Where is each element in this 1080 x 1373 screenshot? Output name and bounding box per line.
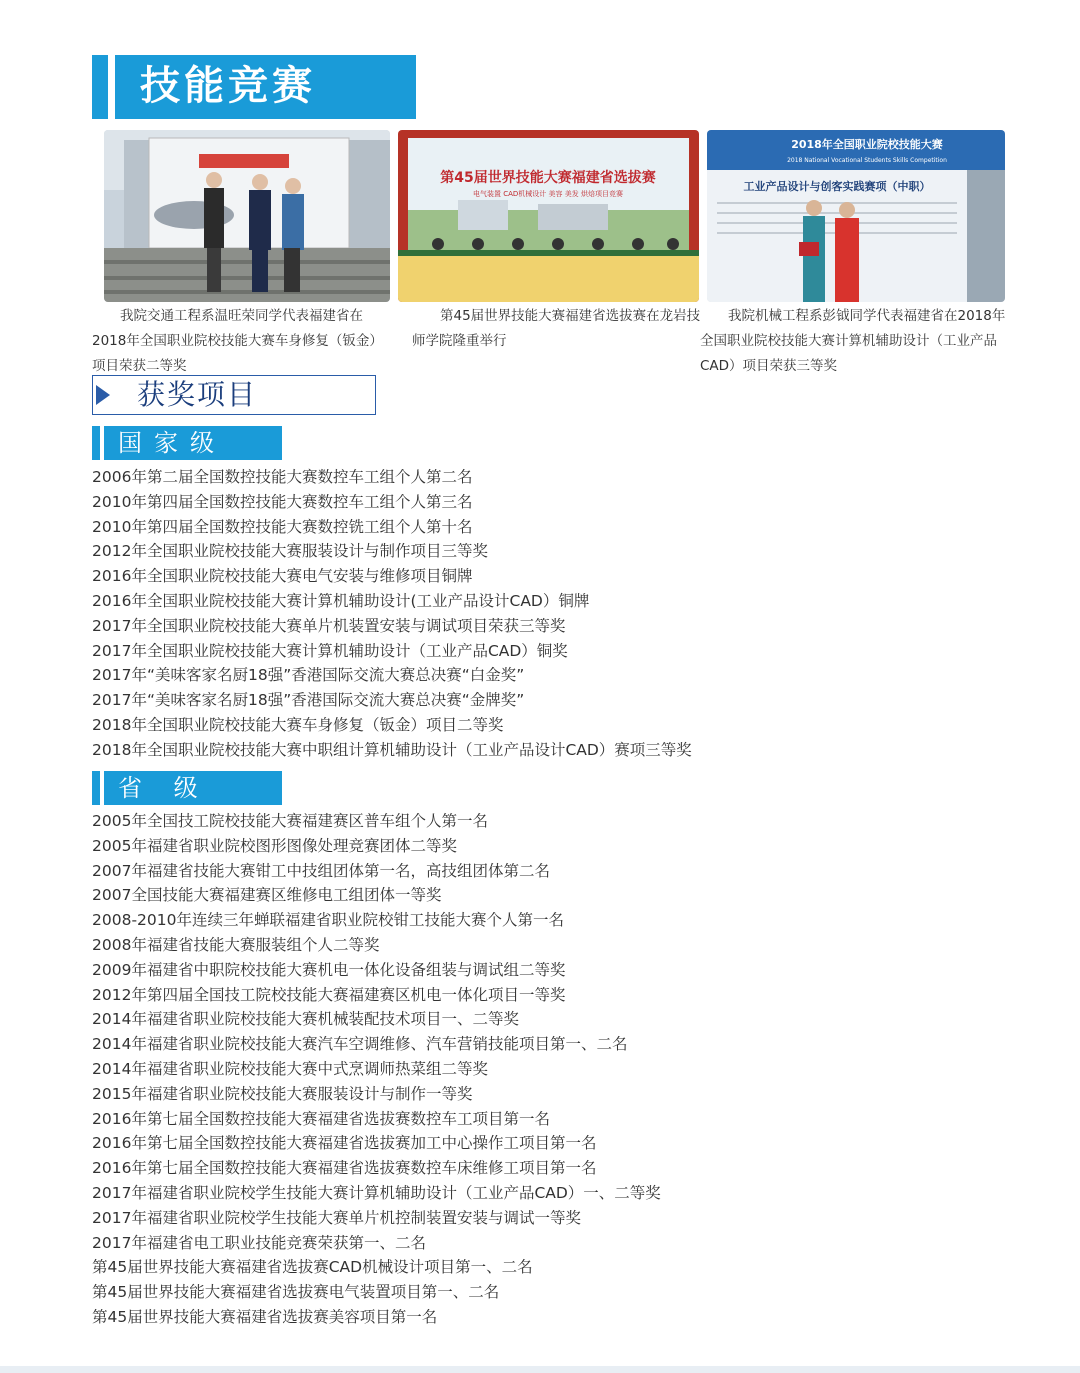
list-item: 2008-2010年连续三年蝉联福建省职业院校钳工技能大赛个人第一名 [92, 911, 564, 930]
list-item: 2008年福建省技能大赛服装组个人二等奖 [92, 935, 380, 954]
header-stripe [92, 55, 108, 119]
list-item: 2010年第四届全国数控技能大赛数控铣工组个人第十名 [92, 517, 473, 536]
list-item: 2016年全国职业院校技能大赛计算机辅助设计(工业产品设计CAD）铜牌 [92, 591, 590, 610]
photo3-subtitle-text: 工业产品设计与创客实践赛项（中职） [743, 180, 931, 193]
photo-student-award-2 [707, 130, 1005, 302]
awards-title: 获奖项目 [137, 378, 258, 411]
national-stripe [92, 426, 100, 460]
list-item: 2006年第二届全国数控技能大赛数控车工组个人第二名 [92, 468, 473, 486]
photo3-banner-text: 2018年全国职业院校技能大赛 [791, 138, 943, 151]
list-item: 2018年全国职业院校技能大赛车身修复（钣金）项目二等奖 [92, 715, 504, 734]
national-label: 国家级 [118, 429, 226, 457]
list-item: 2017年全国职业院校技能大赛计算机辅助设计（工业产品CAD）铜奖 [92, 641, 568, 660]
list-item: 2016年第七届全国数控技能大赛福建省选拔赛数控车工项目第一名 [92, 1109, 550, 1128]
photo-student-award-1 [104, 130, 390, 302]
list-item: 2017年福建省职业院校学生技能大赛单片机控制装置安装与调试一等奖 [92, 1208, 581, 1227]
list-item: 2017年福建省电工职业技能竞赛荣获第一、二名 [92, 1233, 426, 1252]
photo3-banner-en: 2018 National Vocational Students Skills Competition [787, 157, 947, 164]
list-item: 2012年第四届全国技工院校技能大赛福建赛区机电一体化项目一等奖 [92, 985, 566, 1004]
awards-header [92, 375, 376, 415]
list-item: 2012年全国职业院校技能大赛服装设计与制作项目三等奖 [92, 542, 488, 561]
list-item: 第45届世界技能大赛福建省选拔赛CAD机械设计项目第一、二名 [92, 1258, 533, 1277]
provincial-award-list [92, 809, 792, 1330]
bottom-band [0, 1366, 1080, 1373]
list-item: 2017年福建省职业院校学生技能大赛计算机辅助设计（工业产品CAD）一、二等奖 [92, 1183, 661, 1202]
list-item: 2014年福建省职业院校技能大赛汽车空调维修、汽车营销技能项目第一、二名 [92, 1035, 628, 1054]
photo-caption-3: 我院机械工程系彭钺同学代表福建省在2018年全国职业院校技能大赛计算机辅助设计（工业产品CAD）项目荣获三等奖 [700, 308, 1006, 374]
list-item: 2016年第七届全国数控技能大赛福建省选拔赛加工中心操作工项目第一名 [92, 1134, 597, 1153]
photo2-sub-text: 电气装置 CAD机械设计 美容 美发 烘焙项目竞赛 [473, 190, 623, 198]
list-item: 2014年福建省职业院校技能大赛中式烹调师热菜组二等奖 [92, 1059, 488, 1078]
list-item: 2016年全国职业院校技能大赛电气安装与维修项目铜牌 [92, 567, 473, 586]
list-item: 2017年“美味客家名厨18强”香港国际交流大赛总决赛“金牌奖” [92, 691, 525, 710]
photo-competition-stage [398, 130, 699, 302]
list-item: 2018年全国职业院校技能大赛中职组计算机辅助设计（工业产品设计CAD）赛项三等奖 [92, 740, 692, 759]
list-item: 2007年福建省技能大赛钳工中技组团体第一名，高技组团体第二名 [92, 861, 550, 880]
list-item: 第45届世界技能大赛福建省选拔赛电气装置项目第一、二名 [92, 1283, 500, 1302]
list-item: 2017年“美味客家名厨18强”香港国际交流大赛总决赛“白金奖” [92, 666, 525, 685]
list-item: 2015年福建省职业院校技能大赛服装设计与制作一等奖 [92, 1084, 473, 1103]
list-item: 2007全国技能大赛福建赛区维修电工组团体一等奖 [92, 886, 442, 905]
photo-caption-2: 第45届世界技能大赛福建省选拔赛在龙岩技师学院隆重举行 [412, 308, 701, 349]
list-item: 2005年全国技工院校技能大赛福建赛区普车组个人第一名 [92, 812, 488, 830]
list-item: 第45届世界技能大赛福建省选拔赛美容项目第一名 [92, 1307, 438, 1326]
list-item: 2010年第四届全国数控技能大赛数控车工组个人第三名 [92, 492, 473, 511]
photo-caption-1: 我院交通工程系温旺荣同学代表福建省在2018年全国职业院校技能大赛车身修复（钣金）项目荣获二等奖 [92, 308, 383, 374]
list-item: 2014年福建省职业院校技能大赛机械装配技术项目一、二等奖 [92, 1010, 519, 1029]
provincial-stripe [92, 771, 100, 805]
page-title: 技能竞赛 [140, 62, 316, 109]
list-item: 2009年福建省中职院校技能大赛机电一体化设备组装与调试组二等奖 [92, 960, 566, 979]
section-header [92, 55, 416, 119]
list-item: 2005年福建省职业院校图形图像处理竞赛团体二等奖 [92, 836, 457, 855]
national-award-list [92, 465, 792, 763]
photo2-banner-text: 第45届世界技能大赛福建省选拔赛 [440, 170, 656, 186]
provincial-label: 省 级 [118, 774, 210, 802]
list-item: 2017年全国职业院校技能大赛单片机装置安装与调试项目荣获三等奖 [92, 616, 566, 635]
triangle-icon [96, 385, 110, 405]
provincial-header [92, 771, 282, 805]
national-header [92, 426, 282, 460]
list-item: 2016年第七届全国数控技能大赛福建省选拔赛数控车床维修工项目第一名 [92, 1159, 597, 1178]
